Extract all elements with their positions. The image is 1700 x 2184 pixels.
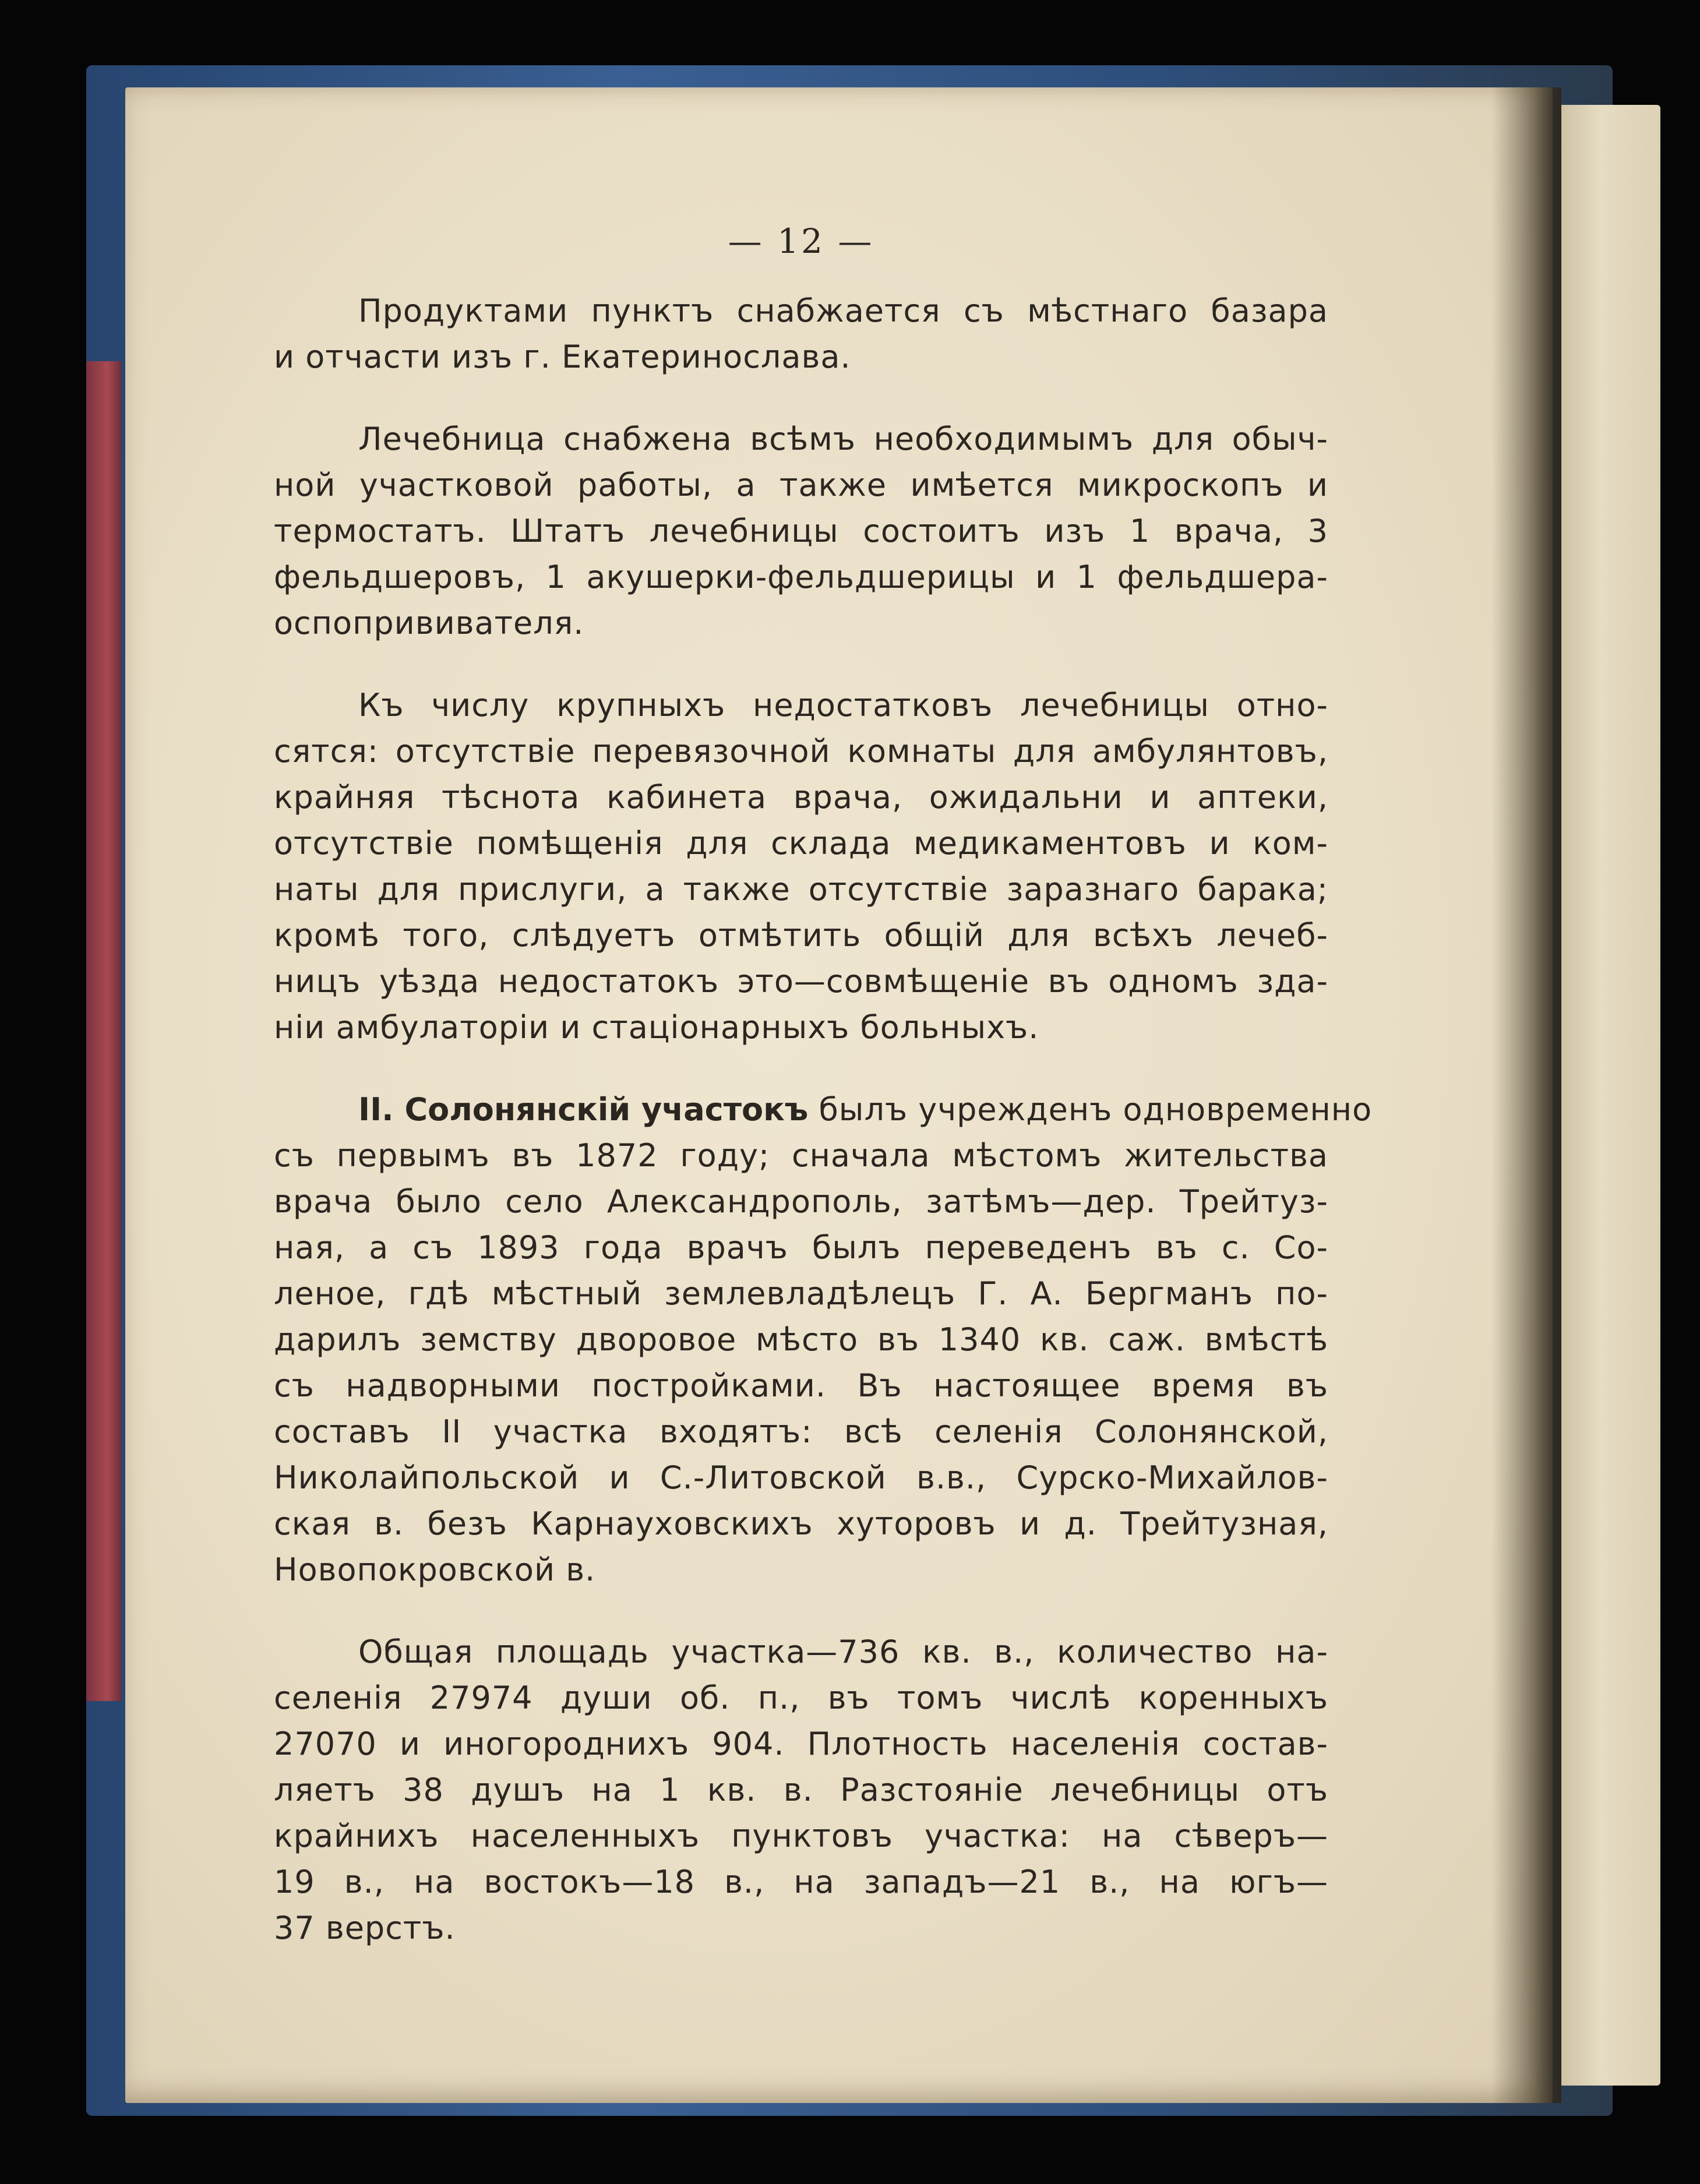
text-line: дарилъ земству дворовое мѣсто въ 1340 кв. саж. вмѣстѣ <box>274 1321 1328 1358</box>
page-gutter-shadow <box>1491 87 1561 2103</box>
text-line: термостатъ. Штатъ лечебницы состоитъ изъ 1 врача, 3 <box>274 513 1328 549</box>
paragraph-2 <box>274 416 1328 646</box>
text-line: 37 верстъ. <box>274 1910 456 1946</box>
section-heading: II. Солонянскій участокъ <box>358 1091 809 1128</box>
text-line: Лечебница снабжена всѣмъ необходимымъ для обыч- <box>358 421 1328 457</box>
text-line: оспопрививателя. <box>274 605 584 641</box>
text-line: ной участковой работы, а также имѣется микроскопъ и <box>274 467 1328 503</box>
facing-page-edge <box>1561 105 1660 2086</box>
text-line: селенія 27974 души об. п., въ томъ числѣ коренныхъ <box>274 1680 1328 1716</box>
text-line: Николайпольской и С.-Литовской в.в., Сурско-Михайлов- <box>274 1459 1328 1496</box>
text-line: врача было село Александрополь, затѣмъ—дер. Трейтуз- <box>274 1183 1328 1220</box>
text-line: 19 в., на востокъ—18 в., на западъ—21 в., на югъ— <box>274 1864 1328 1900</box>
text-line: составъ II участка входятъ: всѣ селенія Солонянской, <box>274 1413 1328 1450</box>
text-line: леное, гдѣ мѣстный землевладѣлецъ Г. А. Бергманъ по- <box>274 1275 1328 1312</box>
paragraph-5 <box>274 1629 1328 1951</box>
text-line: ляетъ 38 душъ на 1 кв. в. Разстояніе лечебницы отъ <box>274 1772 1328 1808</box>
text-line: кромѣ того, слѣдуетъ отмѣтить общій для всѣхъ лечеб- <box>274 917 1328 954</box>
text-line: Общая площадь участка—736 кв. в., количество на- <box>358 1633 1328 1670</box>
text-line: 27070 и иногороднихъ 904. Плотность населенія состав- <box>274 1726 1328 1762</box>
cover-red-strip <box>86 361 121 1701</box>
text-line <box>274 1086 1373 1132</box>
text-line: фельдшеровъ, 1 акушерки-фельдшерицы и 1 фельдшера- <box>274 559 1328 595</box>
text-line: отсутствіе помѣщенія для склада медикаментовъ и ком- <box>274 825 1328 862</box>
heading-line-rest: былъ учрежденъ одновременно <box>819 1091 1373 1128</box>
text-line: съ первымъ въ 1872 году; сначала мѣстомъ жительства <box>274 1137 1328 1174</box>
text-line: сятся: отсутствіе перевязочной комнаты для амбулянтовъ, <box>274 733 1328 770</box>
text-line: ная, а съ 1893 года врачъ былъ переведенъ въ с. Со- <box>274 1229 1328 1266</box>
text-line: съ надворными постройками. Въ настоящее время въ <box>274 1367 1328 1404</box>
text-line: и отчасти изъ г. Екатеринослава. <box>274 338 851 375</box>
text-line: ницъ уѣзда недостатокъ это—совмѣщеніе въ одномъ зда- <box>274 963 1328 1000</box>
paragraph-3 <box>274 682 1328 1050</box>
text-line: Продуктами пунктъ снабжается съ мѣстнаго базара <box>358 292 1328 329</box>
text-line: крайняя тѣснота кабинета врача, ожидальни и аптеки, <box>274 779 1328 816</box>
text-line: ніи амбулаторіи и стаціонарныхъ больныхъ. <box>274 1009 1039 1046</box>
text-line: ская в. безъ Карнауховскихъ хуторовъ и д. Трейтузная, <box>274 1505 1328 1542</box>
text-line: Новопокровской в. <box>274 1551 596 1588</box>
page-number: — 12 — <box>728 221 874 261</box>
paragraph-1 <box>274 288 1328 380</box>
paragraph-4 <box>274 1086 1373 1593</box>
text-line: наты для прислуги, а также отсутствіе заразнаго барака; <box>274 871 1328 908</box>
page-content <box>274 221 1373 1987</box>
text-line: Къ числу крупныхъ недостатковъ лечебницы отно- <box>358 687 1328 724</box>
text-line: крайнихъ населенныхъ пунктовъ участка: на сѣверъ— <box>274 1818 1328 1854</box>
